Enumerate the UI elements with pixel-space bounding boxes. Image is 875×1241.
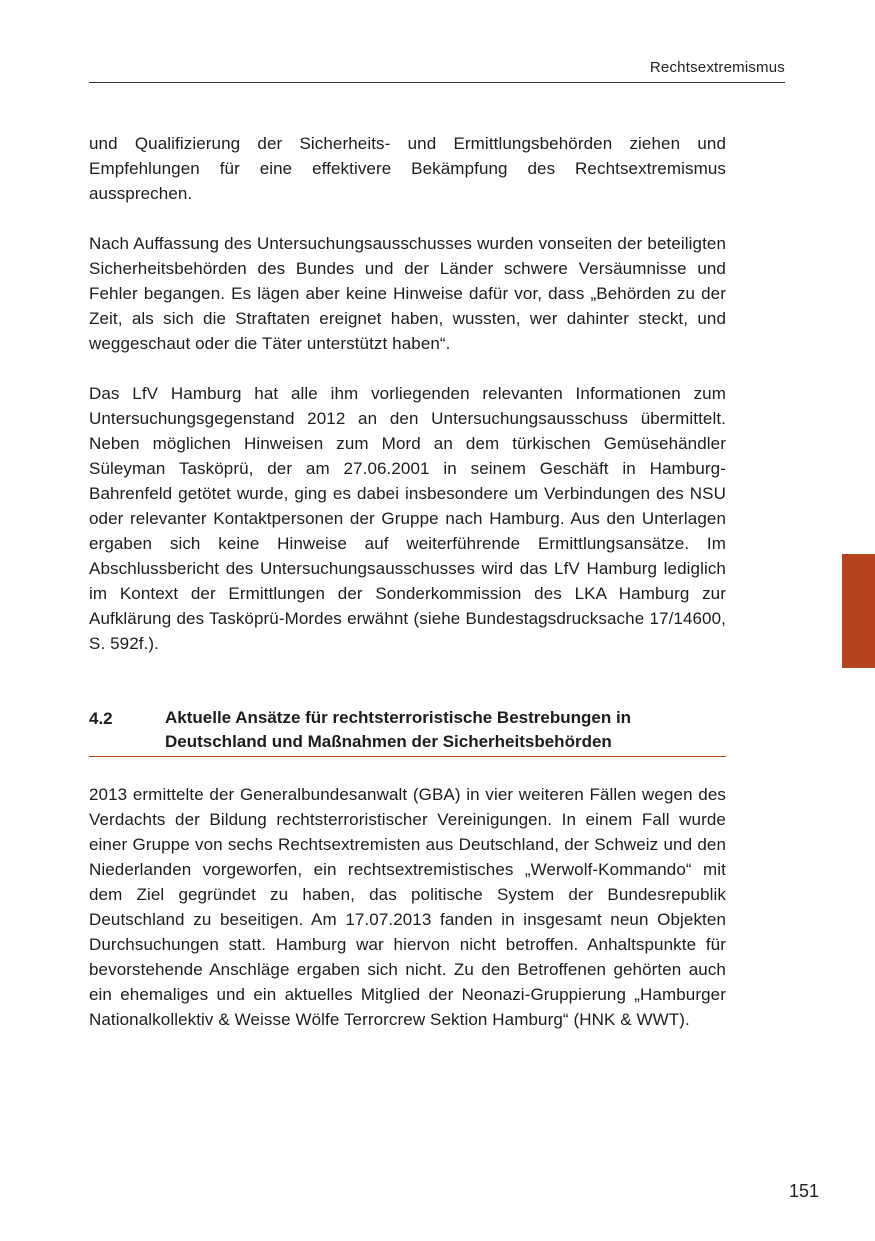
section-title: Aktuelle Ansätze für rechtsterroristische Bestrebungen in Deutschland und Maßnahmen der Sicherheitsbehörden: [165, 708, 632, 751]
paragraph-gba-investigations: 2013 ermittelte der Generalbundesanwalt (GBA) in vier weiteren Fällen wegen des Verdachts der Bildung rechtsterroristischer Vereinigungen. In einem Fall wurde einer Gruppe von sechs Rechtsextremisten aus Deutschland, der Schweiz und den Niederlanden vorgeworfen, ein rechtsextremistisches „Werwolf-Kommando“ mit dem Ziel gegründet zu haben, das politische System der Bundesrepublik Deutschland zu beseitigen. Am 17.07.2013 fanden in insgesamt neun Objekten Durchsuchungen statt. Hamburg war hiervon nicht betroffen. Anhaltspunkte für bevorstehende Anschläge ergaben sich nicht. Zu den Betroffenen gehörten auch ein ehemaliges und ein aktuelles Mitglied der Neonazi-Gruppierung „Hamburger Nationalkollektiv & Weisse Wölfe Terrorcrew Sektion Hamburg“ (HNK & WWT).: [89, 785, 726, 1029]
chapter-side-tab: [842, 554, 875, 668]
running-header: Rechtsextremismus: [649, 59, 785, 76]
paragraph-continuation: und Qualifizierung der Sicherheits- und Ermittlungsbehörden ziehen und Empfehlungen für eine effektivere Bekämpfung des Rechtsextremismus aussprechen.: [89, 134, 726, 203]
page-number: 151: [788, 1181, 819, 1201]
section-number: 4.2: [89, 709, 113, 728]
section-heading: [89, 706, 726, 757]
page-content: [89, 131, 726, 1032]
header-rule: [89, 82, 785, 83]
paragraph-lfv-hamburg: Das LfV Hamburg hat alle ihm vorliegenden relevanten Informationen zum Untersuchungsgegenstand 2012 an den Untersuchungsausschuss übermittelt. Neben möglichen Hinweisen zum Mord an dem türkischen Gemüsehändler Süleyman Tasköprü, der am 27.06.2001 in seinem Geschäft in Hamburg-Bahrenfeld getötet wurde, ging es dabei insbesondere um Verbindungen des NSU oder relevanter Kontaktpersonen der Gruppe nach Hamburg. Aus den Unterlagen ergaben sich keine Hinweise auf weiterführende Ermittlungsansätze. Im Abschlussbericht des Untersuchungsausschusses wird das LfV Hamburg lediglich im Kontext der Ermittlungen der Sonderkommission des LKA Hamburg zur Aufklärung des Tasköprü-Mordes erwähnt (siehe Bundestagsdrucksache 17/14600, S. 592f.).: [89, 384, 726, 653]
paragraph-committee-findings: Nach Auffassung des Untersuchungsausschusses wurden vonseiten der beteiligten Sicherheitsbehörden des Bundes und der Länder schwere Versäumnisse und Fehler begangen. Es lägen aber keine Hinweise dafür vor, dass „Behörden zu der Zeit, als sich die Straftaten ereignet haben, wussten, wer dahinter steckt, und weggeschaut oder die Täter unterstützt haben“.: [89, 234, 726, 353]
